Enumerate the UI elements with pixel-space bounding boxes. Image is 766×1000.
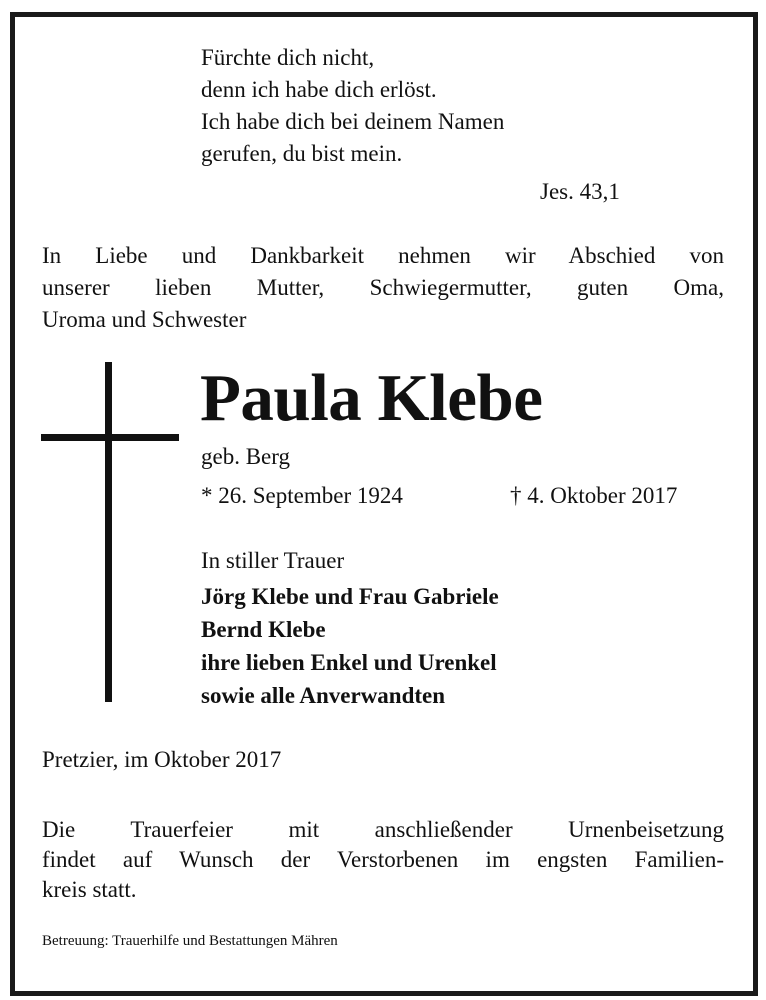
mourner: Jörg Klebe und Frau Gabriele — [201, 584, 499, 609]
mourner: ihre lieben Enkel und Urenkel — [201, 650, 497, 675]
maiden-name: geb. Berg — [201, 444, 291, 469]
death-date: † 4. Oktober 2017 — [510, 483, 678, 508]
verse-reference: Jes. 43,1 — [540, 179, 620, 204]
verse-line: Ich habe dich bei deinem Namen — [201, 109, 505, 134]
service-info — [42, 815, 724, 905]
service-line: kreis statt. — [42, 877, 137, 902]
service-line: Die Trauerfeier mit anschließender Urnenbeisetzung — [42, 817, 724, 842]
mourners-list — [201, 580, 499, 712]
bible-verse — [201, 42, 504, 170]
verse-line: denn ich habe dich erlöst. — [201, 77, 437, 102]
mourning-heading: In stiller Trauer — [201, 548, 345, 573]
cross-icon — [105, 362, 112, 702]
cross-icon-beam — [41, 434, 179, 441]
verse-line: gerufen, du bist mein. — [201, 141, 403, 166]
intro-line: Uroma und Schwester — [42, 307, 247, 332]
intro-line: In Liebe und Dankbarkeit nehmen wir Abschied von — [42, 243, 724, 268]
verse-line: Fürchte dich nicht, — [201, 45, 375, 70]
intro-line: unserer lieben Mutter, Schwiegermutter, guten Oma, — [42, 275, 724, 300]
service-line: findet auf Wunsch der Verstorbenen im engsten Familien- — [42, 847, 724, 872]
birth-date: * 26. September 1924 — [201, 483, 403, 508]
mourner: Bernd Klebe — [201, 617, 326, 642]
deceased-name: Paula Klebe — [200, 361, 543, 435]
intro-text — [42, 240, 724, 336]
funeral-care-credit: Betreuung: Trauerhilfe und Bestattungen Mähren — [42, 933, 338, 949]
mourner: sowie alle Anverwandten — [201, 683, 446, 708]
place-date: Pretzier, im Oktober 2017 — [42, 747, 282, 772]
